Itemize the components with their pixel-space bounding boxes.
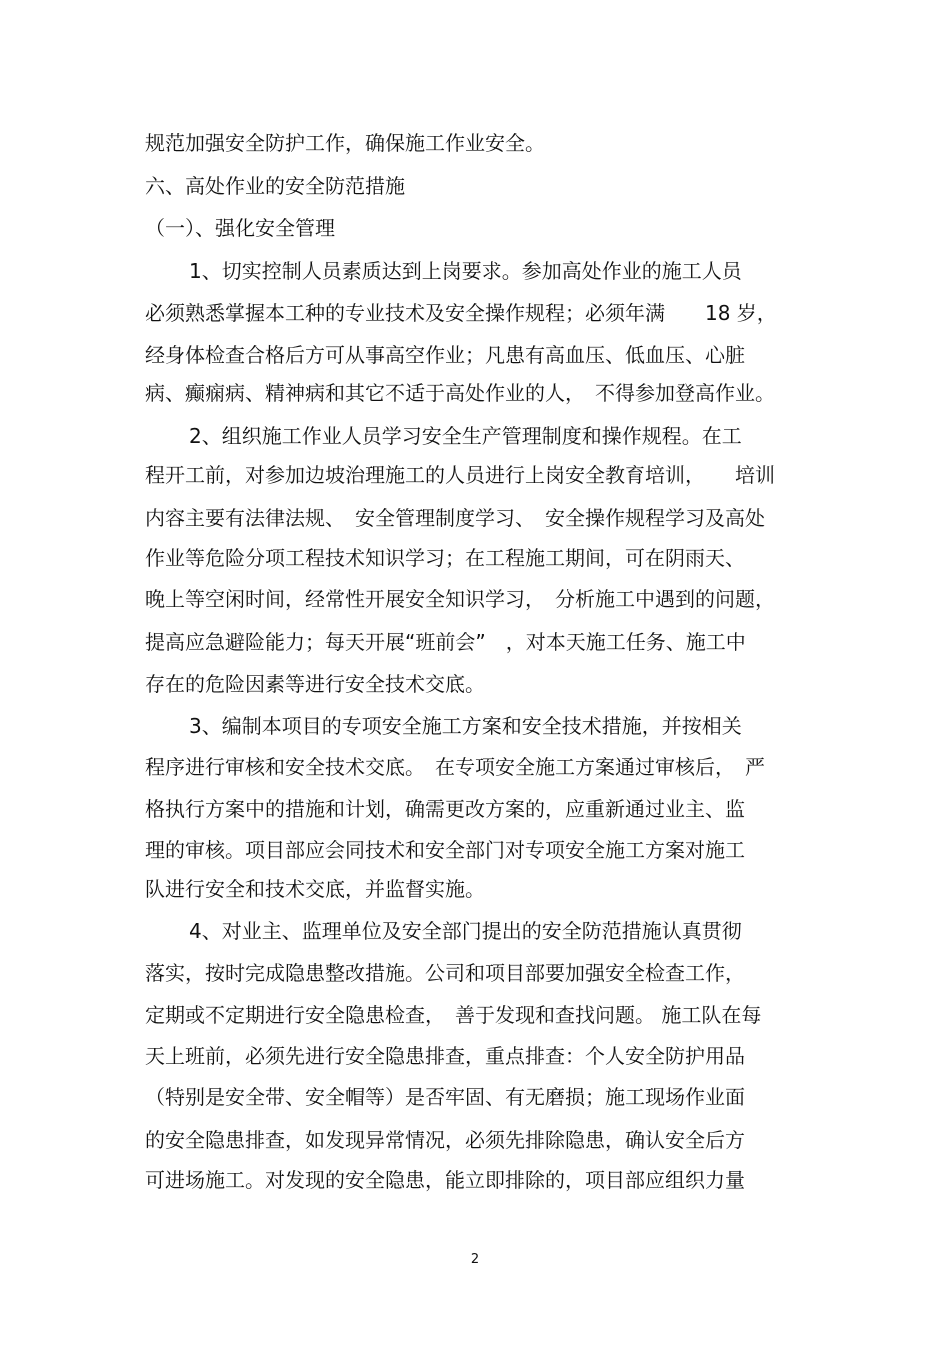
paragraph-first-line: 4、对业主、监理单位及安全部门提出的安全防范措施认真贯彻 bbox=[189, 919, 742, 943]
text-line: 内容主要有法律法规、 安全管理制度学习、 安全操作规程学习及高处 bbox=[145, 506, 765, 530]
text-line: 格执行方案中的措施和计划，确需更改方案的，应重新通过业主、监 bbox=[145, 797, 745, 821]
text-line: 定期或不定期进行安全隐患检查， 善于发现和查找问题。 施工队在每 bbox=[145, 1003, 762, 1027]
text-line: 必须熟悉掌握本工种的专业技术及安全操作规程；必须年满 18 岁， bbox=[145, 301, 777, 325]
text-line: 程开工前，对参加边坡治理施工的人员进行上岗安全教育培训， 培训 bbox=[145, 463, 775, 487]
text-line: 队进行安全和技术交底，并监督实施。 bbox=[145, 877, 485, 901]
paragraph-first-line: 3、编制本项目的专项安全施工方案和安全技术措施，并按相关 bbox=[189, 714, 742, 738]
text-line: 作业等危险分项工程技术知识学习；在工程施工期间，可在阴雨天、 bbox=[145, 546, 745, 570]
text-line: 病、癫痫病、精神病和其它不适于高处作业的人， 不得参加登高作业。 bbox=[145, 381, 775, 405]
paragraph-first-line: 1、切实控制人员素质达到上岗要求。参加高处作业的施工人员 bbox=[189, 259, 742, 283]
text-line: 规范加强安全防护工作，确保施工作业安全。 bbox=[145, 131, 545, 155]
text-line: 程序进行审核和安全技术交底。 在专项安全施工方案通过审核后， 严 bbox=[145, 755, 765, 779]
text-line: 天上班前，必须先进行安全隐患排查，重点排查：个人安全防护用品 bbox=[145, 1044, 745, 1068]
page-number: 2 bbox=[470, 1252, 480, 1267]
text-line: 落实，按时完成隐患整改措施。公司和项目部要加强安全检查工作， bbox=[145, 961, 745, 985]
section-heading: 六、高处作业的安全防范措施 bbox=[145, 174, 405, 198]
paragraph-first-line: 2、组织施工作业人员学习安全生产管理制度和操作规程。在工 bbox=[189, 424, 742, 448]
text-line: 经身体检查合格后方可从事高空作业；凡患有高血压、低血压、心脏 bbox=[145, 343, 745, 367]
text-line: （特别是安全带、安全帽等）是否牢固、有无磨损；施工现场作业面 bbox=[145, 1085, 745, 1109]
subsection-heading: （一）、强化安全管理 bbox=[145, 216, 335, 240]
text-line: 可进场施工。对发现的安全隐患，能立即排除的，项目部应组织力量 bbox=[145, 1168, 745, 1192]
text-line: 提高应急避险能力；每天开展“班前会” ，对本天施工任务、施工中 bbox=[145, 630, 746, 654]
text-line: 理的审核。项目部应会同技术和安全部门对专项安全施工方案对施工 bbox=[145, 838, 745, 862]
text-line: 的安全隐患排查，如发现异常情况，必须先排除隐患，确认安全后方 bbox=[145, 1128, 745, 1152]
text-line: 晚上等空闲时间，经常性开展安全知识学习， 分析施工中遇到的问题， bbox=[145, 587, 775, 611]
text-line: 存在的危险因素等进行安全技术交底。 bbox=[145, 672, 485, 696]
